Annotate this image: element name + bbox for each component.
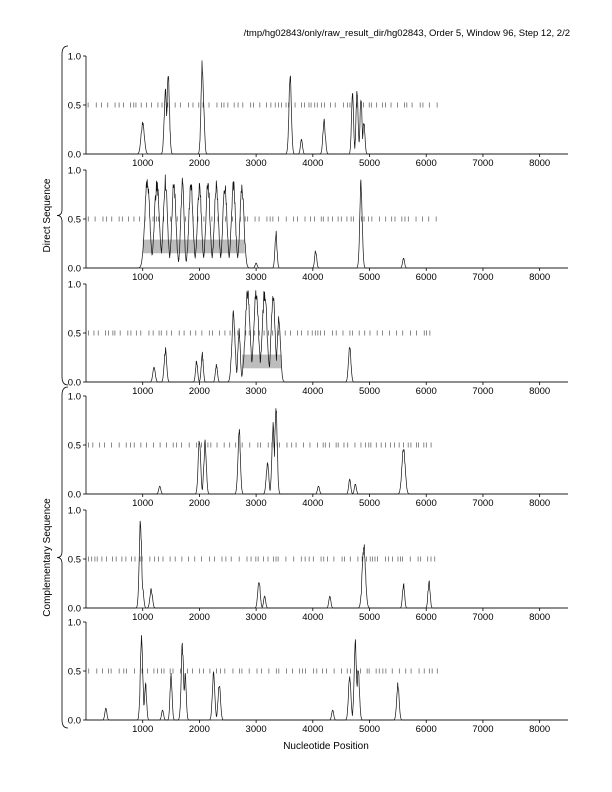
x-tick-label: 2000 <box>188 498 210 509</box>
x-tick-label: 1000 <box>132 724 154 735</box>
y-tick-label: 0.0 <box>67 377 81 389</box>
x-tick-label: 6000 <box>415 612 437 623</box>
x-tick-label: 6000 <box>415 498 437 509</box>
signal-line <box>86 175 568 268</box>
x-tick-label: 1000 <box>132 272 154 283</box>
x-tick-label: 3000 <box>245 386 267 397</box>
y-tick-label: 0.0 <box>67 603 81 615</box>
y-tick-label: 0.5 <box>67 214 81 226</box>
signal-line <box>86 290 568 382</box>
y-tick-label: 0.5 <box>67 328 81 340</box>
x-tick-label: 7000 <box>472 498 494 509</box>
x-tick-label: 7000 <box>472 272 494 283</box>
x-tick-label: 7000 <box>472 158 494 169</box>
x-tick-label: 8000 <box>529 386 551 397</box>
panel-1 <box>68 52 568 170</box>
x-tick-label: 4000 <box>302 272 324 283</box>
y-tick-label: 0.5 <box>67 666 81 678</box>
x-tick-label: 8000 <box>529 612 551 623</box>
panel-5 <box>68 506 568 624</box>
x-tick-label: 3000 <box>245 612 267 623</box>
x-tick-label: 1000 <box>132 612 154 623</box>
y-tick-label: 1.0 <box>67 279 81 291</box>
x-tick-label: 5000 <box>358 724 381 735</box>
x-tick-label: 5000 <box>358 158 381 169</box>
x-tick-label: 6000 <box>415 158 437 169</box>
threshold-ticks <box>88 331 429 336</box>
group-brackets <box>42 46 68 728</box>
group-bracket <box>57 46 68 385</box>
x-tick-label: 5000 <box>358 386 381 397</box>
x-tick-label: 2000 <box>188 724 210 735</box>
x-tick-label: 3000 <box>245 272 267 283</box>
y-tick-label: 0.0 <box>67 149 81 161</box>
x-tick-label: 3000 <box>245 498 267 509</box>
x-tick-label: 4000 <box>302 158 324 169</box>
threshold-ticks <box>89 557 435 562</box>
y-tick-label: 1.0 <box>67 165 81 177</box>
group-label: Complementary Sequence <box>42 498 53 617</box>
x-tick-label: 7000 <box>472 724 494 735</box>
y-tick-label: 0.0 <box>67 489 81 501</box>
x-tick-label: 8000 <box>529 498 551 509</box>
x-tick-label: 2000 <box>188 386 210 397</box>
signal-line <box>86 635 568 720</box>
signal-line <box>86 408 568 494</box>
x-tick-label: 3000 <box>245 724 267 735</box>
panel-4 <box>68 392 568 510</box>
x-tick-label: 6000 <box>415 386 437 397</box>
x-tick-label: 7000 <box>472 386 494 397</box>
chart-title: /tmp/hg02843/only/raw_result_dir/hg02843, Order 5, Window 96, Step 12, 2/2 <box>243 28 570 39</box>
x-tick-label: 8000 <box>529 272 551 283</box>
y-tick-label: 0.5 <box>67 554 81 566</box>
x-tick-label: 8000 <box>529 158 551 169</box>
panel-6 <box>68 618 568 736</box>
y-tick-label: 0.0 <box>67 715 81 727</box>
threshold-ticks <box>88 103 437 108</box>
x-axis-label: Nucleotide Position <box>283 741 369 752</box>
threshold-ticks <box>88 217 436 222</box>
panel-3 <box>68 280 568 398</box>
x-tick-label: 5000 <box>358 498 381 509</box>
y-tick-label: 1.0 <box>67 51 81 63</box>
x-tick-label: 1000 <box>132 158 154 169</box>
y-tick-label: 0.5 <box>67 440 81 452</box>
x-tick-label: 4000 <box>302 498 324 509</box>
y-tick-label: 1.0 <box>67 391 81 403</box>
x-tick-label: 4000 <box>302 724 324 735</box>
x-tick-label: 2000 <box>188 158 210 169</box>
x-tick-label: 6000 <box>415 724 437 735</box>
x-tick-label: 1000 <box>132 498 154 509</box>
x-tick-label: 1000 <box>132 386 154 397</box>
x-tick-label: 7000 <box>472 612 494 623</box>
x-tick-label: 2000 <box>188 272 210 283</box>
panel-2 <box>68 166 568 284</box>
y-tick-label: 0.5 <box>67 100 81 112</box>
x-tick-label: 8000 <box>529 724 551 735</box>
y-tick-label: 1.0 <box>67 617 81 629</box>
x-tick-label: 6000 <box>415 272 437 283</box>
group-label: Direct Sequence <box>42 178 53 253</box>
y-tick-label: 0.0 <box>67 263 81 275</box>
x-tick-label: 5000 <box>358 612 381 623</box>
x-tick-label: 3000 <box>245 158 267 169</box>
group-bracket <box>57 387 68 728</box>
x-tick-label: 5000 <box>358 272 381 283</box>
signal-line <box>86 521 568 608</box>
threshold-ticks <box>89 669 438 674</box>
region-box <box>242 355 282 369</box>
x-tick-label: 4000 <box>302 386 324 397</box>
x-tick-label: 2000 <box>188 612 210 623</box>
x-tick-label: 4000 <box>302 612 324 623</box>
panels <box>68 52 568 736</box>
y-tick-label: 1.0 <box>67 505 81 517</box>
threshold-ticks <box>89 443 432 448</box>
